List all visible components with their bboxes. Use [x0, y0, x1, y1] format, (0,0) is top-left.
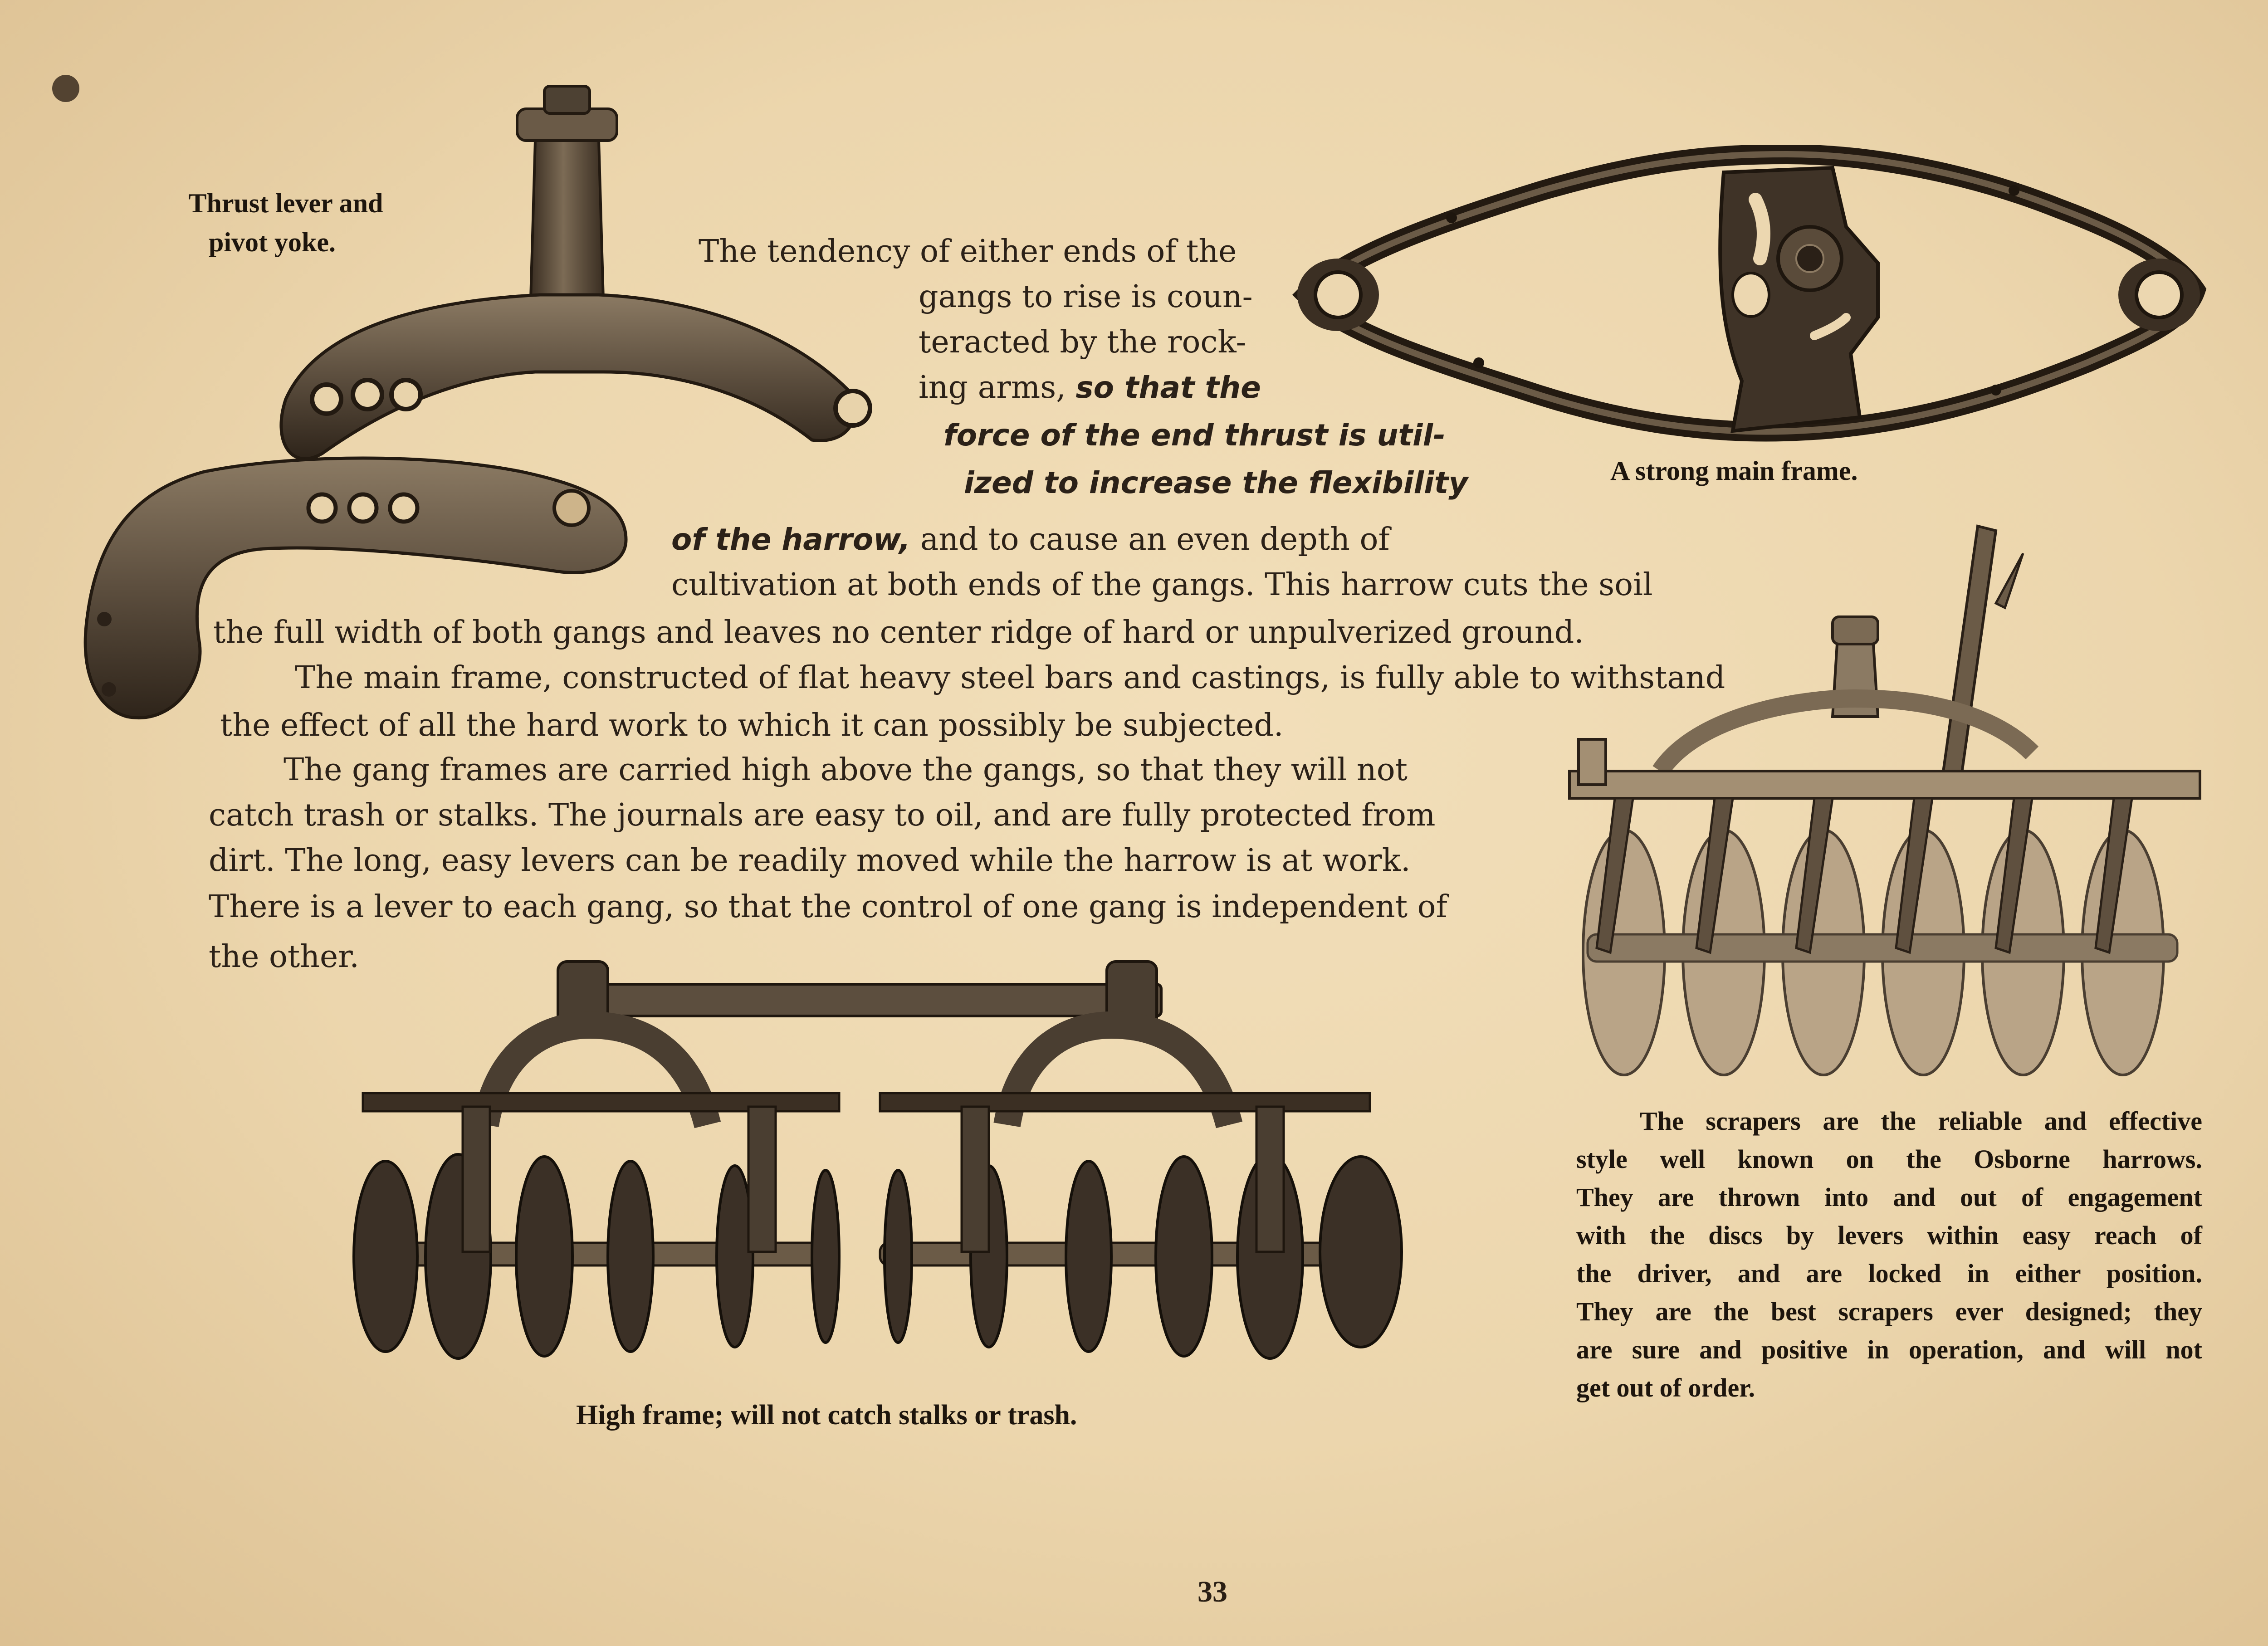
high-frame-illustration [336, 934, 1415, 1383]
paragraph-3-line: catch trash or stalks. The journals are easy to oil, and are fully protected from [209, 797, 1436, 833]
paragraph-1-text: and to cause an even depth of [910, 522, 1390, 557]
paragraph-1-emphasis: of the harrow, [671, 522, 911, 557]
scrapers-caption-line: with the discs by levers within easy reach of [1576, 1221, 2202, 1250]
scrapers-caption-line: the driver, and are locked in either position. [1576, 1259, 2202, 1288]
main-frame-illustration [1288, 145, 2214, 444]
scrapers-caption-line: get out of order. [1576, 1373, 1755, 1402]
paragraph-1-emphasis: ized to increase the flexibility [964, 465, 1468, 500]
paragraph-3-line: There is a lever to each gang, so that the control of one gang is independent of [209, 889, 1447, 925]
paragraph-1-line [671, 517, 1390, 562]
paragraph-2-line: The main frame, constructed of flat heavy steel bars and castings, is fully able to withstand [295, 660, 1725, 696]
scrapers-caption-line: style well known on the Osborne harrows. [1576, 1144, 2202, 1174]
paragraph-1-line: gangs to rise is coun- [919, 279, 1253, 315]
thrust-lever-caption-line: Thrust lever and [188, 188, 383, 218]
paragraph-1-line: teracted by the rock- [919, 324, 1246, 360]
paragraph-1-line: The tendency of either ends of the [699, 234, 1237, 269]
paragraph-1-emphasis: so that the [1075, 370, 1261, 405]
thrust-lever-caption-line: pivot yoke. [208, 227, 336, 257]
paragraph-1-line: the full width of both gangs and leaves no center ridge of hard or unpulverized ground. [213, 615, 1584, 650]
binding-hole-mark [52, 75, 79, 102]
scrapers-caption [1576, 1102, 2202, 1407]
paragraph-1-line [919, 365, 1261, 410]
paragraph-1-line: cultivation at both ends of the gangs. This harrow cuts the soil [671, 567, 1653, 603]
paragraph-3-line: The gang frames are carried high above the gangs, so that they will not [284, 752, 1408, 788]
scrapers-caption-line: They are the best scrapers ever designed; they [1576, 1297, 2202, 1326]
scrapers-caption-line: are sure and positive in operation, and will not [1576, 1335, 2202, 1364]
paragraph-3-line: dirt. The long, easy levers can be readily moved while the harrow is at work. [209, 843, 1411, 879]
page-number: 33 [1198, 1575, 1227, 1608]
paragraph-1-text: ing arms, [919, 370, 1076, 405]
scraper-harrow-illustration [1560, 517, 2204, 1107]
main-frame-caption: A strong main frame. [1610, 456, 1858, 486]
paragraph-3-line: the other. [209, 939, 359, 975]
scrapers-caption-line: The scrapers are the reliable and effective [1640, 1106, 2202, 1136]
high-frame-caption: High frame; will not catch stalks or trash. [576, 1400, 1077, 1431]
paragraph-2-line: the effect of all the hard work to which it can possibly be subjected. [220, 708, 1284, 743]
scrapers-caption-line: They are thrown into and out of engagement [1576, 1182, 2202, 1212]
paragraph-1-emphasis: force of the end thrust is util- [943, 418, 1446, 453]
